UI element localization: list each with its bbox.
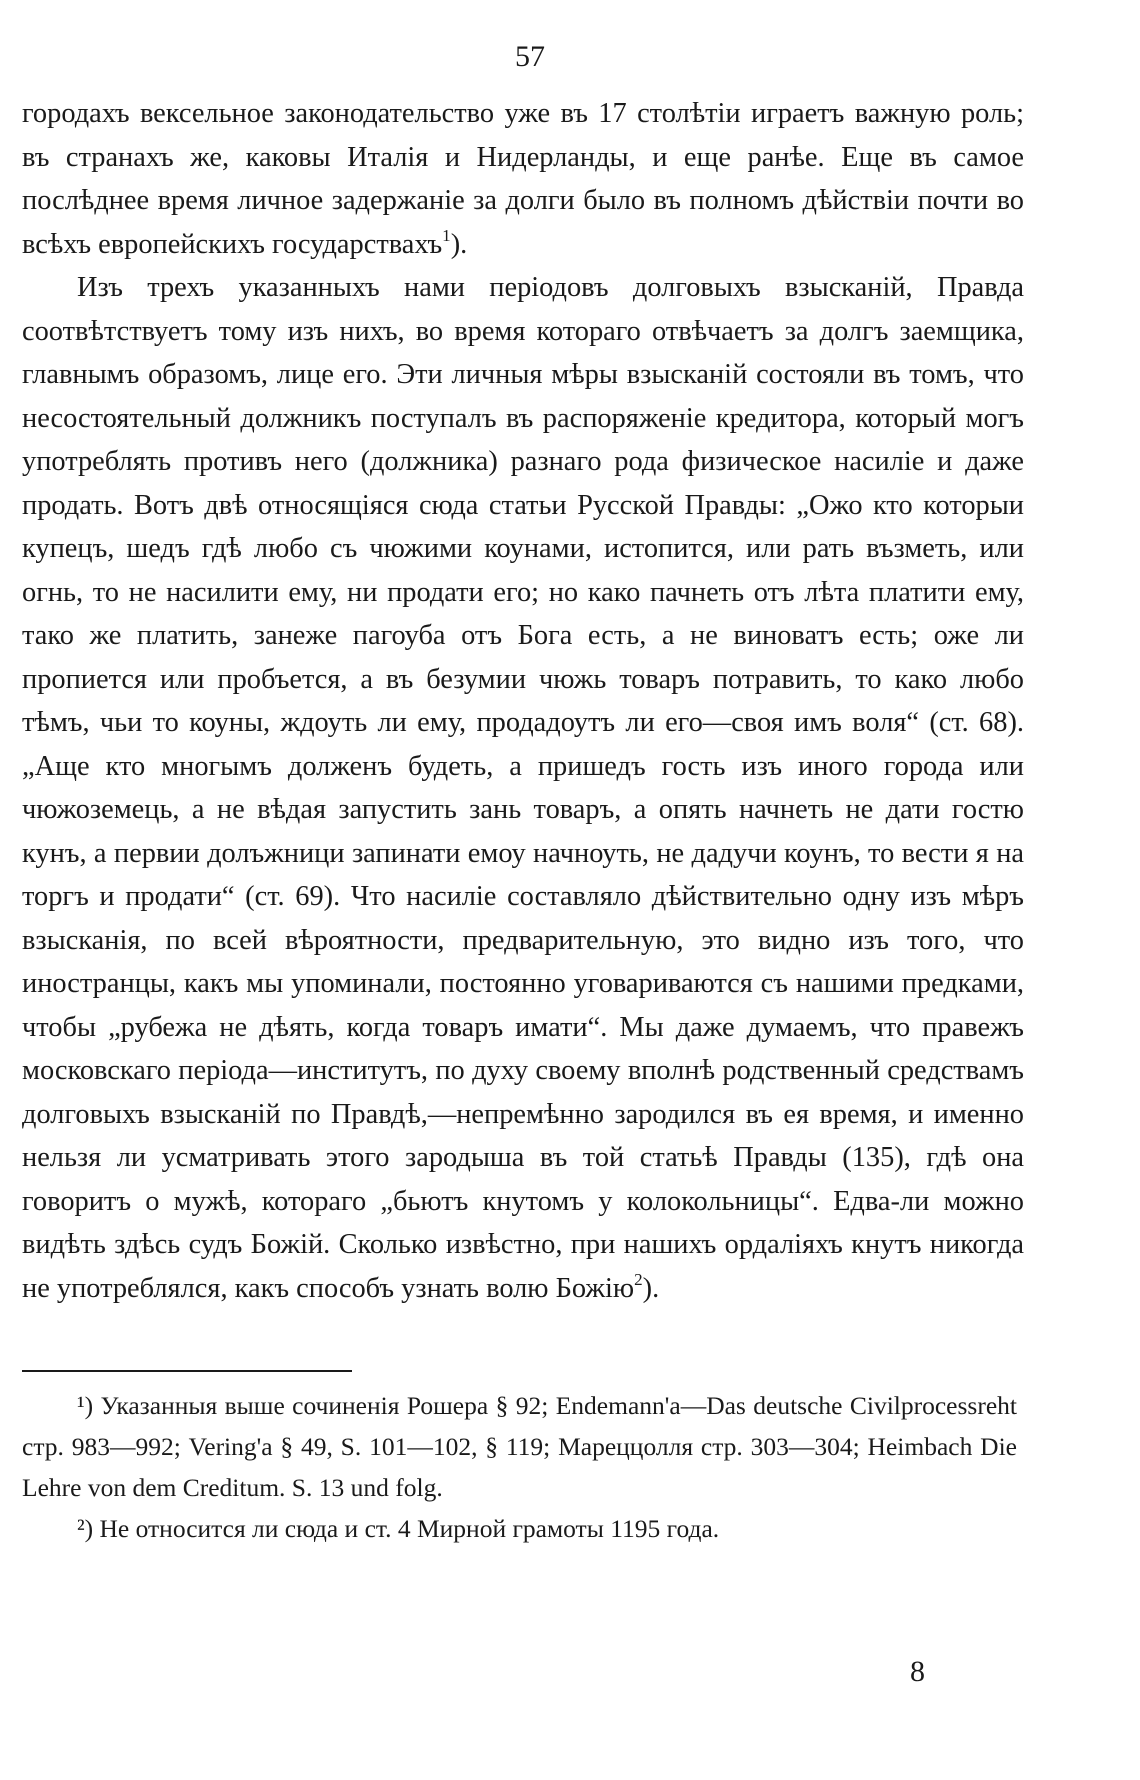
footnote-reference: 1 <box>442 225 451 245</box>
paragraph <box>22 92 1024 266</box>
signature-mark: 8 <box>910 1655 925 1688</box>
page-number: 57 <box>515 40 545 73</box>
paragraph-tail: ). <box>450 228 468 260</box>
footnotes <box>22 1385 1017 1549</box>
footnote-reference: 2 <box>634 1269 643 1289</box>
footnote-text: Не относится ли сюда и ст. 4 Мирной грамоты 1195 года. <box>99 1514 720 1543</box>
footnote <box>22 1508 1017 1549</box>
paragraph-text: городахъ вексельное законодательство уже въ 17 столѣтіи играетъ важную роль; въ странахъ же, каковы Италія и Нидерланды, и еще ранѣе. Еще въ самое послѣднее время личное задержаніе за долги было въ полномъ дѣйствіи почти во всѣхъ европейскихъ государствахъ <box>22 98 1024 260</box>
footnote-text: Указанныя выше сочиненія Рошера § 92; Endemann'a—Das deutsche Civilprocessreht стр. 983—992; Vering'a § 49, S. 101—102, § 119; Мареццолля стр. 303—304; Heimbach Die Lehre von dem Creditum. S. 13 und folg. <box>22 1391 1017 1502</box>
paragraph-text: Изъ трехъ указанныхъ нами періодовъ долговыхъ взысканій, Правда соотвѣтствуетъ тому изъ нихъ, во время котораго отвѣчаетъ за долгъ заемщика, главнымъ образомъ, лице его. Эти личныя мѣры взысканій состояли въ томъ, что несостоятельный должникъ поступалъ въ распоряженіе кредитора, который могъ употреблять противъ него (должника) разнаго рода физическое насиліе и даже продать. Вотъ двѣ относящіяся сюда статьи Русской Правды: „Ожо кто которыи купецъ, шедъ гдѣ любо съ чюжими коунами, истопится, или рать възметь, или огнь, то не насилити ему, ни продати его; но како пачнеть отъ лѣта платити ему, тако же платить, занеже пагоуба отъ Бога есть, а не виноватъ есть; оже ли пропиется или пробъется, а въ безумии чюжь товаръ потравить, то како любо тѣмъ, чьи то коуны, ждоуть ли ему, продадоутъ ли его—своя имъ воля“ (ст. 68). „Аще кто многымъ долженъ будеть, а пришедъ гость изъ иного города или чюжоземець, а не вѣдая запустить зань товаръ, а опять начнеть не дати гостю кунъ, а первии долъжници запинати емоу начноуть, не дадучи коунъ, то вести я на торгъ и продати“ (ст. 69). Что насиліе составляло дѣйствительно одну изъ мѣръ взысканія, по всей вѣроятности, предварительную, это видно изъ того, что иностранцы, какъ мы упоминали, постоянно уговариваются съ нашими предками, чтобы „рубежа не дѣять, когда товаръ имати“. Мы даже думаемъ, что правежъ московскаго періода—институтъ, по духу своему вполнѣ родственный средствамъ долговыхъ взысканій по Правдѣ,—непремѣнно зародился въ ея время, и именно нельзя ли усматривать этого зародыша въ той статьѣ Правды (135), гдѣ она говоритъ о мужѣ, котораго „бьютъ кнутомъ у колокольницы“. Едва-ли можно видѣть здѣсь судъ Божій. Сколько извѣстно, при нашихъ ордаліяхъ кнутъ никогда не употреблялся, какъ способъ узнать волю Божію <box>22 272 1024 1304</box>
footnote-marker: ¹) <box>77 1391 94 1420</box>
paragraph-tail: ). <box>642 1272 660 1304</box>
footnote <box>22 1385 1017 1508</box>
paragraph <box>22 266 1024 1310</box>
footnote-divider <box>22 1370 352 1372</box>
footnote-marker: ²) <box>77 1514 94 1543</box>
body-text <box>22 92 1024 1310</box>
